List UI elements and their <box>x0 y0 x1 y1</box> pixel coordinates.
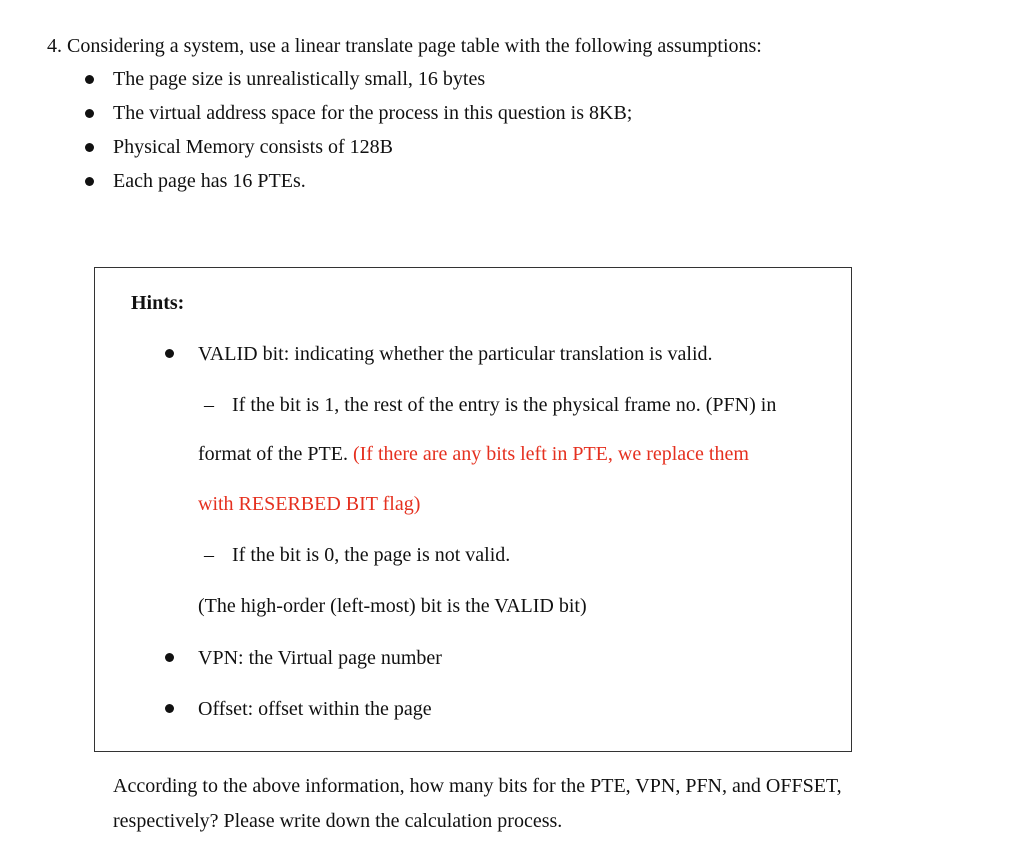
offset-hint: Offset: offset within the page <box>198 698 432 720</box>
valid-zero-hint: If the bit is 0, the page is not valid. <box>232 544 511 566</box>
question-prompt-line1: According to the above information, how many bits for the PTE, VPN, PFN, and OFFSET, <box>113 775 842 797</box>
dash-icon: – <box>204 394 214 416</box>
valid-bit-hint: VALID bit: indicating whether the particular translation is valid. <box>198 343 713 365</box>
bullet-icon <box>165 653 174 662</box>
reserved-note-continued: with RESERBED BIT flag) <box>198 493 421 515</box>
bullet-icon <box>85 75 94 84</box>
reserved-note: (If there are any bits left in PTE, we replace them <box>352 443 749 465</box>
vpn-hint: VPN: the Virtual page number <box>198 647 442 669</box>
valid-one-hint: If the bit is 1, the rest of the entry is the physical frame no. (PFN) in <box>232 394 777 416</box>
bullet-icon <box>85 109 94 118</box>
bullet-icon <box>85 143 94 152</box>
high-order-note: (The high-order (left-most) bit is the VALID bit) <box>198 595 587 617</box>
hints-title: Hints: <box>131 292 185 314</box>
bullet-icon <box>85 177 94 186</box>
pte-format-line <box>198 441 749 467</box>
question-prompt-line2: respectively? Please write down the calculation process. <box>113 810 563 832</box>
bullet-icon <box>165 349 174 358</box>
bullet-icon <box>165 704 174 713</box>
question-title: 4. Considering a system, use a linear translate page table with the following assumptions: <box>47 35 762 57</box>
dash-icon: – <box>204 544 214 566</box>
format-text: format of the PTE. <box>198 443 348 465</box>
